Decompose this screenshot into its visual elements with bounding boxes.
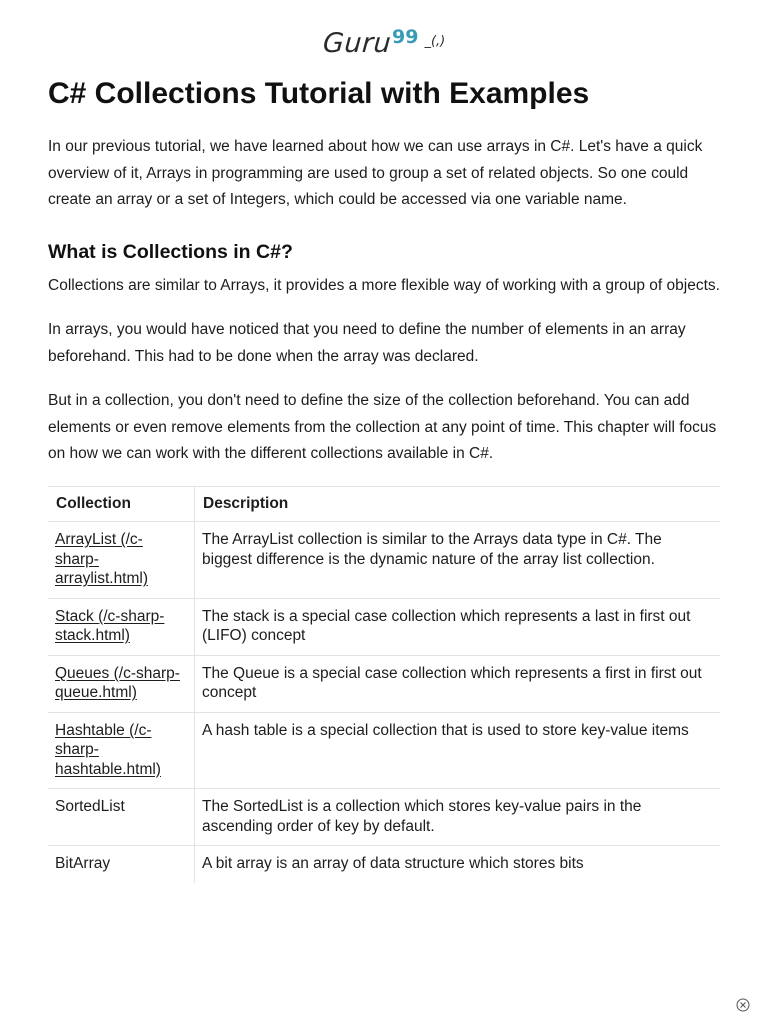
table-row xyxy=(48,522,720,599)
logo-number: 99 xyxy=(392,26,419,48)
column-header-description: Description xyxy=(195,486,721,522)
intro-paragraph: In our previous tutorial, we have learned about how we can use arrays in C#. Let's have a quick overview of it, Arrays in programming are used to group a set of related objects. So one could create an array or a set of Integers, which could be accessed via one variable name. xyxy=(48,138,703,208)
paragraph: Collections are similar to Arrays, it provides a more flexible way of working with a group of objects. xyxy=(48,276,720,294)
table-header-row xyxy=(48,486,720,522)
page-title: C# Collections Tutorial with Examples xyxy=(48,77,590,110)
description-cell: A hash table is a special collection that is used to store key-value items xyxy=(195,712,721,789)
logo-text: Guru xyxy=(321,28,393,59)
column-header-collection: Collection xyxy=(48,486,195,522)
description-cell: A bit array is an array of data structure which stores bits xyxy=(195,846,721,883)
collection-cell: SortedList xyxy=(48,789,195,846)
table-row xyxy=(48,712,720,789)
description-cell: The SortedList is a collection which stores key-value pairs in the ascending order of key by default. xyxy=(195,789,721,846)
paragraph: In arrays, you would have noticed that you need to define the number of elements in an array beforehand. This had to be done when the array was declared. xyxy=(48,321,686,365)
description-cell: The stack is a special case collection which represents a last in first out (LIFO) concept xyxy=(195,598,721,655)
description-cell: The ArrayList collection is similar to the Arrays data type in C#. The biggest difference is the dynamic nature of the array list collection. xyxy=(195,522,721,599)
collection-cell xyxy=(48,655,195,712)
table-row xyxy=(48,846,720,883)
collection-cell xyxy=(48,712,195,789)
queues-link[interactable]: Queues (/c-sharp-queue.html) xyxy=(55,664,180,701)
section-heading: What is Collections in C#? xyxy=(48,240,293,263)
table-row xyxy=(48,598,720,655)
collections-table xyxy=(48,486,720,883)
paragraph: But in a collection, you don't need to define the size of the collection beforehand. You can add elements or even remove elements from the collection at any point of time. This chapter will focus on how we can work with the different collections available in C#. xyxy=(48,392,717,462)
arraylist-link[interactable]: ArrayList (/c-sharp-arraylist.html) xyxy=(55,531,149,587)
description-cell: The Queue is a special case collection which represents a first in first out concept xyxy=(195,655,721,712)
collection-cell: BitArray xyxy=(48,846,195,883)
collection-cell xyxy=(48,598,195,655)
close-ad-icon[interactable] xyxy=(736,998,750,1012)
header xyxy=(0,28,768,62)
article xyxy=(48,72,720,883)
guru99-logo[interactable] xyxy=(323,28,445,59)
hashtable-link[interactable]: Hashtable (/c-sharp-hashtable.html) xyxy=(55,721,161,778)
logo-mark: _(,) xyxy=(424,34,446,49)
stack-link[interactable]: Stack (/c-sharp-stack.html) xyxy=(55,607,165,644)
table-row xyxy=(48,655,720,712)
collection-cell xyxy=(48,522,195,599)
table-row xyxy=(48,789,720,846)
